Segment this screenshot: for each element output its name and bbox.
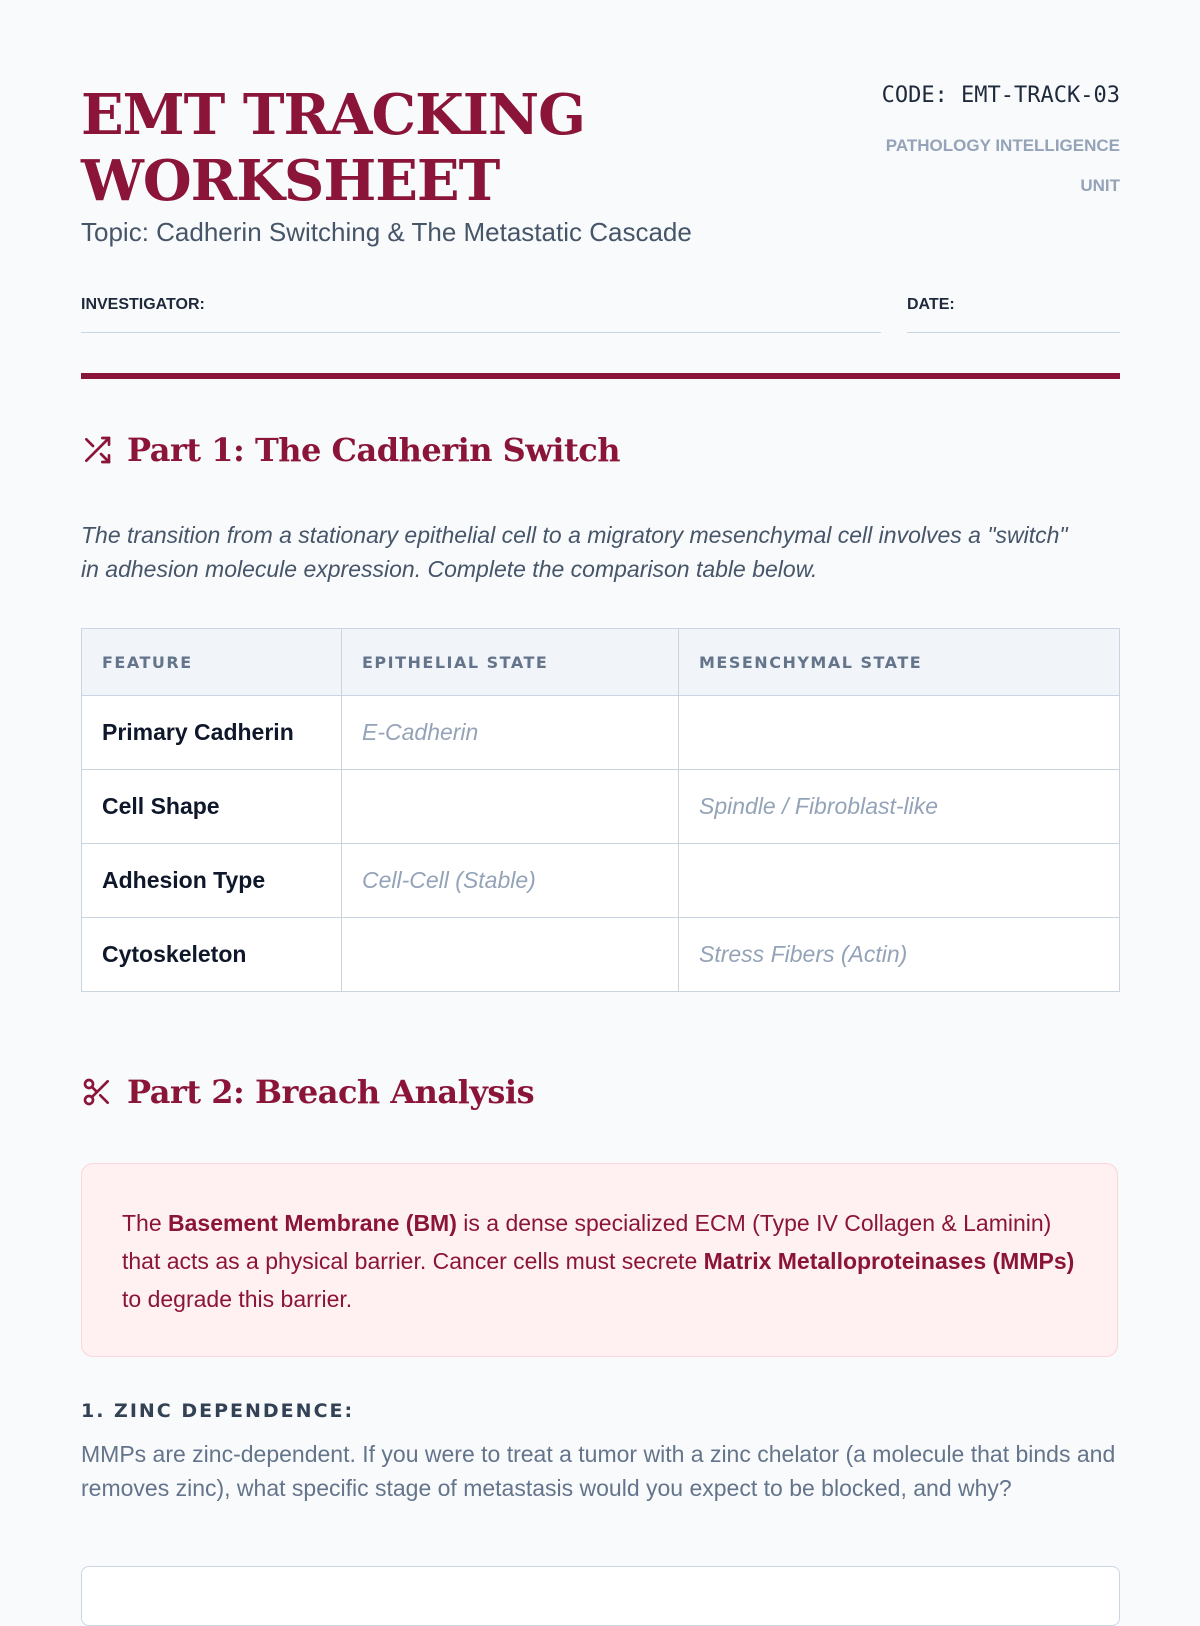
part2-heading <box>81 1073 534 1111</box>
feature-cell: Primary Cadherin <box>82 696 342 770</box>
column-header-feature: FEATURE <box>82 629 342 696</box>
investigator-field[interactable] <box>81 296 881 333</box>
callout-text-2: is a dense specialized ECM (Type IV Collagen & Laminin) that acts as a physical barrier. Cancer cells must secrete <box>122 1210 1052 1274</box>
feature-cell: Cell Shape <box>82 770 342 844</box>
header-divider <box>81 373 1120 379</box>
part2-title: Part 2: Breach Analysis <box>127 1073 535 1111</box>
part1-title: Part 1: The Cadherin Switch <box>127 431 620 469</box>
basement-membrane-callout <box>81 1163 1118 1357</box>
table-header-row <box>82 629 1120 696</box>
feature-cell: Adhesion Type <box>82 844 342 918</box>
mesenchymal-input-cell[interactable] <box>679 696 1120 770</box>
column-header-epithelial: EPITHELIAL STATE <box>342 629 679 696</box>
epithelial-input-cell[interactable] <box>342 918 679 992</box>
question-1-label: 1. ZINC DEPENDENCE: <box>81 1400 355 1422</box>
page-title <box>81 82 641 214</box>
callout-text-3: to degrade this barrier. <box>122 1286 353 1312</box>
title-line-1: EMT TRACKING <box>81 82 585 148</box>
worksheet-code: CODE: EMT-TRACK-03 <box>881 83 1120 108</box>
question-1-text: MMPs are zinc-dependent. If you were to treat a tumor with a zinc chelator (a molecule that binds and removes zinc), what specific stage of metastasis would you expect to be blocked, and why? <box>81 1441 1116 1501</box>
callout-text-1: The <box>122 1210 169 1236</box>
scissors-icon <box>81 1076 113 1108</box>
page-subtitle: Topic: Cadherin Switching & The Metastatic Cascade <box>81 217 692 247</box>
callout-term-bm: Basement Membrane (BM) <box>168 1210 457 1236</box>
epithelial-cell: Cell-Cell (Stable) <box>342 844 679 918</box>
comparison-table <box>81 628 1120 992</box>
epithelial-input-cell[interactable] <box>342 770 679 844</box>
mesenchymal-cell: Spindle / Fibroblast-like <box>679 770 1120 844</box>
title-line-2: WORKSHEET <box>81 148 500 214</box>
shuffle-icon <box>81 434 113 466</box>
epithelial-cell: E-Cadherin <box>342 696 679 770</box>
mesenchymal-cell: Stress Fibers (Actin) <box>679 918 1120 992</box>
question-1-answer-box[interactable] <box>81 1566 1120 1626</box>
worksheet-header <box>81 0 1120 380</box>
table-row <box>82 696 1120 770</box>
part1-intro: The transition from a stationary epithelial cell to a migratory mesenchymal cell involves a "switch" in adhesion molecule expression. Complete the comparison table below. <box>81 522 1068 582</box>
unit-label: PATHOLOGY INTELLIGENCE UNIT <box>885 136 1120 195</box>
callout-term-mmps: Matrix Metalloproteinases (MMPs) <box>703 1248 1075 1274</box>
table-row <box>82 770 1120 844</box>
date-field[interactable] <box>907 296 1120 333</box>
mesenchymal-input-cell[interactable] <box>679 844 1120 918</box>
table-row <box>82 844 1120 918</box>
worksheet-page <box>81 0 1120 1501</box>
part1-heading <box>81 431 620 469</box>
feature-cell: Cytoskeleton <box>82 918 342 992</box>
column-header-mesenchymal: MESENCHYMAL STATE <box>679 629 1120 696</box>
date-label: DATE: <box>907 296 955 313</box>
table-row <box>82 918 1120 992</box>
investigator-label: INVESTIGATOR: <box>81 296 205 313</box>
